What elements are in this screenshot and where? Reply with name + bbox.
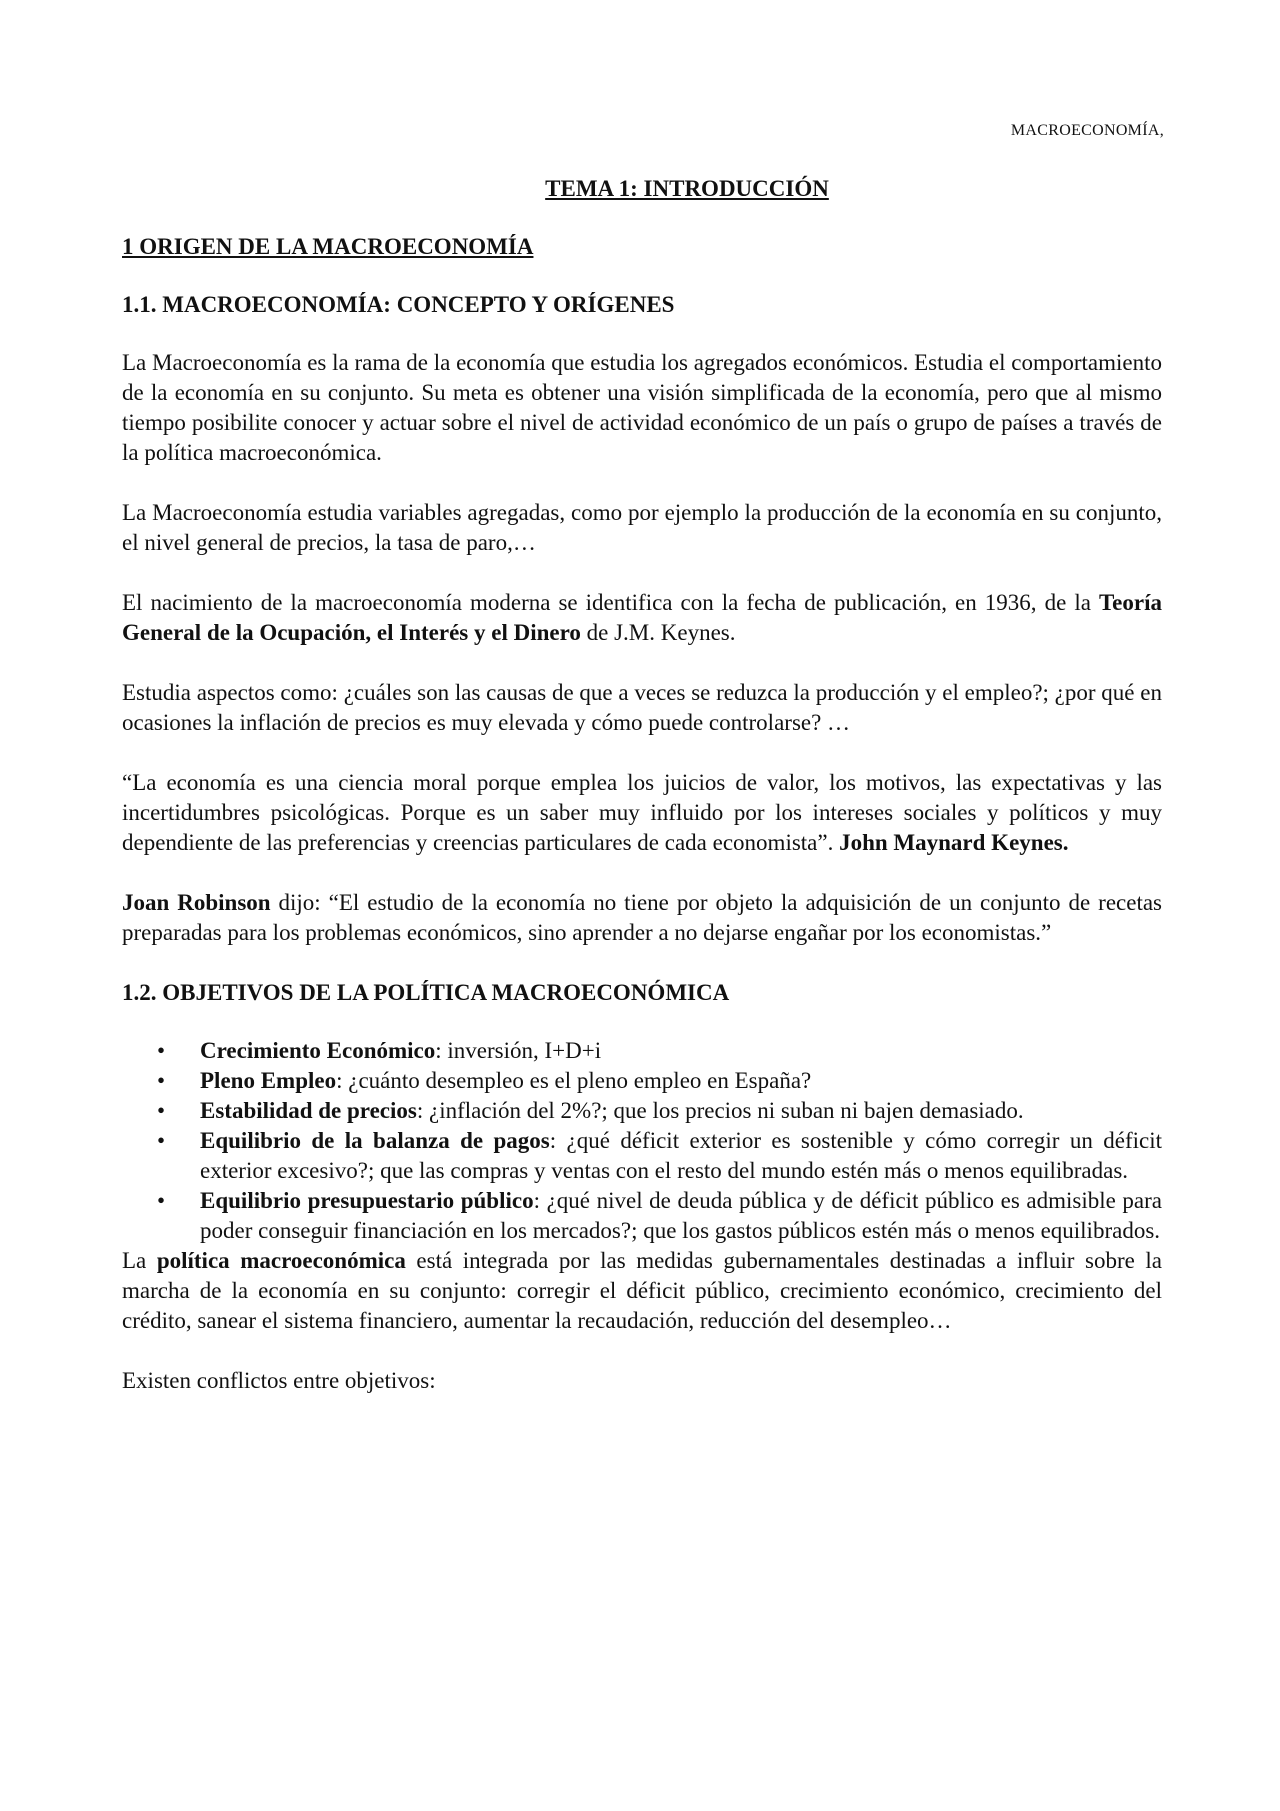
list-item: [157, 1066, 1162, 1096]
paragraph-definition: La Macroeconomía es la rama de la economía que estudia los agregados económicos. Estudia el comportamiento de la economía en su conjunto. Su meta es obtener una visión simplificada de la economía, pero que al mismo tiempo posibilite conocer y actuar sobre el nivel de actividad económico de un país o grupo de países a través de la política macroeconómica.: [122, 350, 1162, 465]
objective-desc: : ¿qué nivel de deuda pública y de déficit público es admisible para poder conseguir financiación en los mercados?; que los gastos públicos estén más o menos equilibrados.: [200, 1188, 1162, 1243]
objective-term: Estabilidad de precios: [200, 1098, 417, 1123]
objective-term: Crecimiento Económico: [200, 1038, 436, 1063]
robinson-quote-text: dijo: “El estudio de la economía no tiene por objeto la adquisición de un conjunto de recetas preparadas para los problemas económicos, sino aprender a no dejarse engañar por los economistas.”: [122, 890, 1162, 945]
keynes-quote-text: “La economía es una ciencia moral porque emplea los juicios de valor, los motivos, las expectativas y las incertidumbres psicológicas. Porque es un saber muy influido por los intereses sociales y políticos y muy dependiente de las preferencias y creencias particulares de cada economista”.: [122, 770, 1162, 855]
keynes-author: John Maynard Keynes.: [839, 830, 1069, 855]
paragraph-origin-tail: de J.M. Keynes.: [580, 620, 736, 645]
list-item: [157, 1096, 1162, 1126]
subsection-heading-objetivos: 1.2. OBJETIVOS DE LA POLÍTICA MACROECONÓMICA: [122, 980, 730, 1005]
paragraph-robinson-quote: [122, 888, 1162, 948]
objective-term: Equilibrio de la balanza de pagos: [200, 1128, 550, 1153]
objective-desc: : ¿cuánto desempleo es el pleno empleo en España?: [336, 1068, 812, 1093]
bullet-icon: •: [157, 1128, 166, 1153]
running-header: MACROECONOMÍA,: [1010, 122, 1164, 139]
policy-text-start: La: [122, 1248, 157, 1273]
objective-desc: : ¿inflación del 2%?; que los precios ni suban ni bajen demasiado.: [416, 1098, 1024, 1123]
bullet-icon: •: [157, 1038, 166, 1063]
objective-desc: : inversión, I+D+i: [435, 1038, 602, 1063]
document-title: TEMA 1: INTRODUCCIÓN: [545, 176, 829, 201]
paragraph-policy: [122, 1246, 1162, 1336]
list-item: [157, 1126, 1162, 1186]
section-heading-origen: 1 ORIGEN DE LA MACROECONOMÍA: [122, 234, 534, 259]
paragraph-conflicts: Existen conflictos entre objetivos:: [122, 1368, 436, 1393]
paragraph-questions: Estudia aspectos como: ¿cuáles son las causas de que a veces se reduzca la producción y el empleo?; ¿por qué en ocasiones la inflación de precios es muy elevada y cómo puede controlarse? …: [122, 680, 1162, 735]
book-title: Teoría General de la Ocupación, el Interés y el Dinero: [122, 590, 1162, 645]
robinson-author: Joan Robinson: [122, 890, 271, 915]
policy-text-rest: está integrada por las medidas gubernamentales destinadas a influir sobre la marcha de la economía en su conjunto: corregir el déficit público, crecimiento económico, crecimiento del crédito, sanear el sistema financiero, aumentar la recaudación, reducción del desempleo…: [122, 1248, 1162, 1333]
list-item: [157, 1186, 1162, 1246]
bullet-icon: •: [157, 1068, 166, 1093]
objectives-list: [122, 1036, 1162, 1246]
paragraph-origin-text: El nacimiento de la macroeconomía moderna se identifica con la fecha de publicación, en 1936, de la: [122, 590, 1099, 615]
subsection-heading-concepto: 1.1. MACROECONOMÍA: CONCEPTO Y ORÍGENES: [122, 292, 675, 317]
bullet-icon: •: [157, 1188, 166, 1213]
objective-term: Pleno Empleo: [200, 1068, 337, 1093]
document-body: [122, 174, 1162, 1426]
objective-desc: : ¿qué déficit exterior es sostenible y cómo corregir un déficit exterior excesivo?; que las compras y ventas con el resto del mundo estén más o menos equilibradas.: [200, 1128, 1162, 1183]
objective-term: Equilibrio presupuestario público: [200, 1188, 534, 1213]
paragraph-origin-keynes: [122, 588, 1162, 648]
paragraph-keynes-quote: [122, 768, 1162, 858]
policy-term: política macroeconómica: [156, 1248, 406, 1273]
list-item: [157, 1036, 1162, 1066]
bullet-icon: •: [157, 1098, 166, 1123]
paragraph-variables: La Macroeconomía estudia variables agregadas, como por ejemplo la producción de la economía en su conjunto, el nivel general de precios, la tasa de paro,…: [122, 500, 1162, 555]
